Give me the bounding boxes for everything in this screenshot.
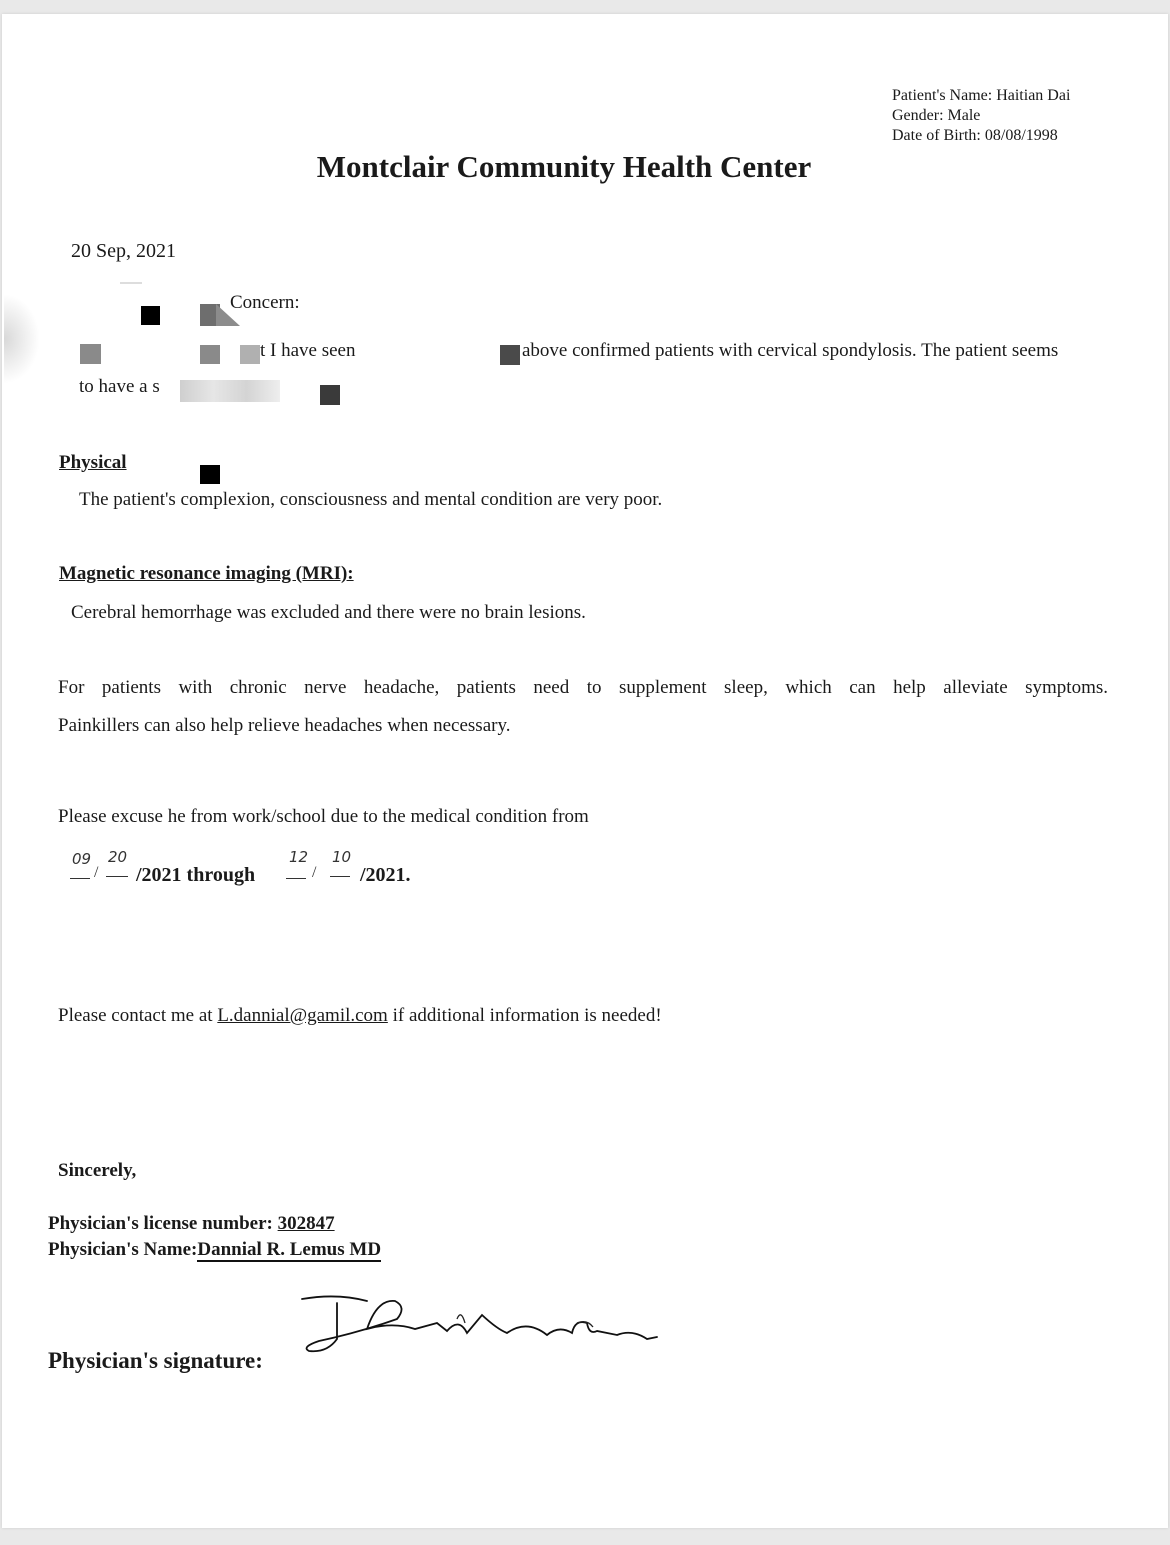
redaction-block	[200, 345, 220, 364]
license-number: 302847	[277, 1213, 335, 1234]
excuse-text: Please excuse he from work/school due to the medical condition from	[58, 806, 589, 827]
contact-email-link[interactable]: L.dannial@gamil.com	[217, 1005, 388, 1026]
contact-prefix: Please contact me at	[58, 1005, 213, 1026]
intro-fragment-1: t I have seen	[260, 340, 356, 361]
from-month-handwritten: 09	[72, 850, 92, 868]
redaction-block	[180, 380, 280, 402]
from-year: /2021 through	[136, 864, 256, 886]
page-fold-shadow	[4, 294, 40, 384]
physical-text: The patient's complexion, consciousness and mental condition are very poor.	[79, 489, 663, 510]
license-line	[48, 1213, 335, 1235]
to-year: /2021.	[360, 864, 411, 886]
redaction-block	[320, 385, 340, 405]
advice-line-1: For patients with chronic nerve headache, patients need to supplement sleep, which can help alleviate symptoms.	[58, 677, 1108, 698]
intro-fragment-2: above confirmed patients with cervical spondylosis. The patient seems	[522, 340, 1059, 361]
from-day-underline	[106, 876, 128, 877]
advice-line-2: Painkillers can also help relieve headaches when necessary.	[58, 715, 511, 736]
patient-info-block	[892, 86, 1070, 146]
from-month-underline	[70, 878, 90, 879]
signature-label: Physician's signature:	[48, 1348, 263, 1373]
excuse-dates	[58, 850, 478, 890]
letter-date: 20 Sep, 2021	[71, 240, 176, 262]
clinic-title: Montclair Community Health Center	[316, 149, 812, 184]
patient-gender: Gender: Male	[892, 107, 981, 124]
physical-heading: Physical	[59, 452, 127, 473]
date-slash: /	[94, 864, 99, 881]
redaction-block	[500, 345, 520, 365]
redaction-block	[240, 345, 260, 364]
to-day-underline	[330, 876, 350, 877]
physician-name-line	[48, 1239, 381, 1261]
physician-name: Dannial R. Lemus MD	[197, 1239, 382, 1260]
license-label: Physician's license number:	[48, 1213, 273, 1234]
mri-heading: Magnetic resonance imaging (MRI):	[59, 563, 354, 584]
signature-image	[297, 1289, 667, 1369]
to-day-handwritten: 10	[332, 848, 352, 866]
date-slash: /	[312, 864, 317, 881]
to-month-handwritten: 12	[289, 848, 309, 866]
redaction-block	[200, 465, 220, 484]
salutation-fragment: Concern:	[230, 292, 300, 313]
mri-text: Cerebral hemorrhage was excluded and there were no brain lesions.	[71, 602, 586, 623]
physician-name-label: Physician's Name:	[48, 1239, 198, 1260]
closing: Sincerely,	[58, 1160, 137, 1181]
redaction-block	[141, 306, 160, 325]
intro-fragment-3: to have a s	[79, 376, 160, 397]
to-month-underline	[286, 878, 306, 879]
from-day-handwritten: 20	[108, 848, 128, 866]
patient-name: Patient's Name: Haitian Dai	[892, 87, 1071, 104]
letter-page	[2, 14, 1168, 1528]
contact-suffix: if additional information is needed!	[392, 1005, 662, 1026]
contact-line	[58, 1005, 662, 1027]
redaction-block	[120, 282, 142, 284]
redaction-block	[80, 344, 101, 364]
patient-dob: Date of Birth: 08/08/1998	[892, 127, 1058, 144]
